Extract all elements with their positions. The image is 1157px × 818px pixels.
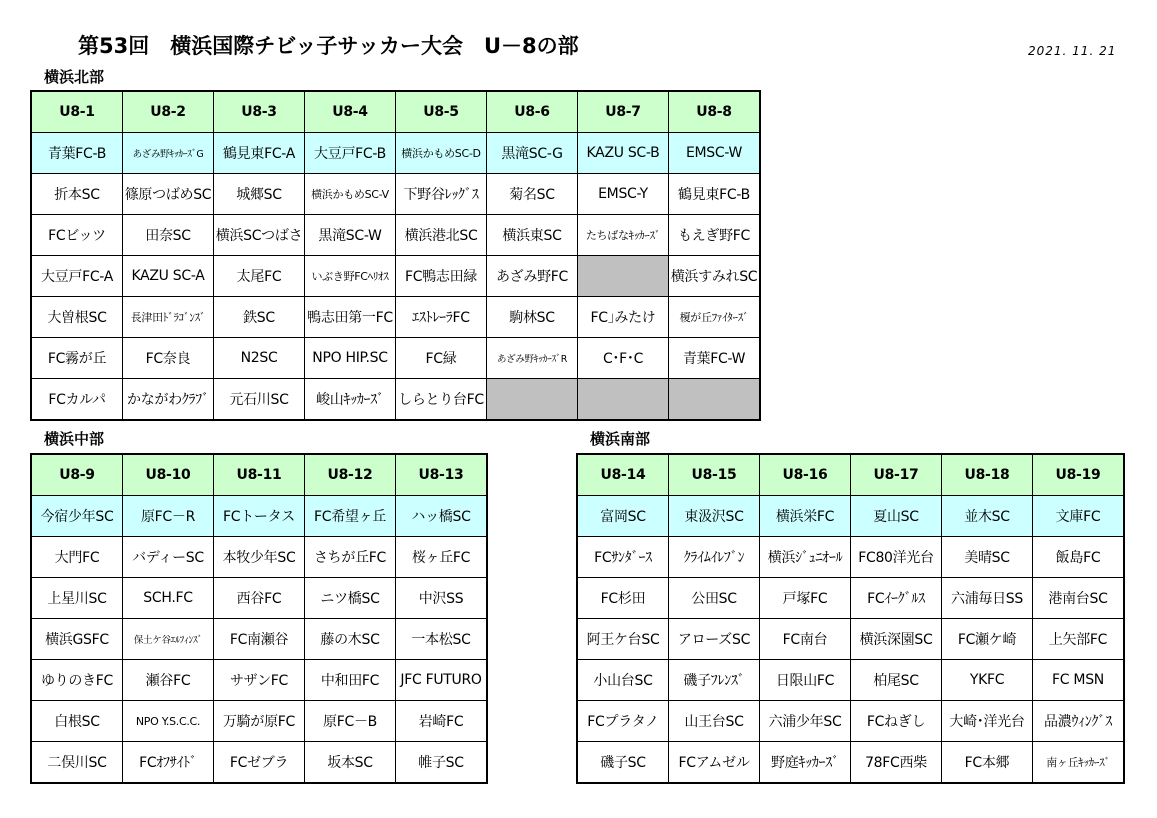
team-cell: 岩崎FC xyxy=(396,701,488,742)
table-row xyxy=(31,537,487,578)
team-cell: 阿王ケ台SC xyxy=(577,619,669,660)
team-cell: FCｻﾝﾀﾞｰｽ xyxy=(577,537,669,578)
table-row xyxy=(31,215,760,256)
team-cell: FCトータス xyxy=(214,496,305,537)
team-cell: FC南瀬谷 xyxy=(214,619,305,660)
team-cell: 保土ケ谷ｴﾙﾌｨﾝｽﾞ xyxy=(123,619,214,660)
team-cell: FCカルパ xyxy=(31,379,123,421)
team-cell: 田奈SC xyxy=(123,215,214,256)
column-header: U8-10 xyxy=(123,454,214,496)
team-cell: 富岡SC xyxy=(577,496,669,537)
table-row xyxy=(31,133,760,174)
column-header: U8-11 xyxy=(214,454,305,496)
table-row xyxy=(31,496,487,537)
team-cell: 小山台SC xyxy=(577,660,669,701)
team-cell: FCアムゼル xyxy=(669,742,760,784)
team-cell: 78FC西柴 xyxy=(851,742,942,784)
team-cell: 六浦少年SC xyxy=(760,701,851,742)
team-cell: 横浜深園SC xyxy=(851,619,942,660)
team-cell: ｴｽﾄﾚｰﾗFC xyxy=(396,297,487,338)
team-cell: 黒滝SC-W xyxy=(305,215,396,256)
team-cell: 大曽根SC xyxy=(31,297,123,338)
team-cell: 文庫FC xyxy=(1033,496,1125,537)
team-cell: NPO Y.S.C.C. xyxy=(123,701,214,742)
team-cell: 鴨志田第一FC xyxy=(305,297,396,338)
team-cell: 榎が丘ﾌｧｲﾀｰｽﾞ xyxy=(669,297,761,338)
team-cell: 元石川SC xyxy=(214,379,305,421)
column-header: U8-19 xyxy=(1033,454,1125,496)
column-header: U8-7 xyxy=(578,91,669,133)
team-cell: 戸塚FC xyxy=(760,578,851,619)
column-header: U8-13 xyxy=(396,454,488,496)
team-cell: FCねぎし xyxy=(851,701,942,742)
team-cell: 二俣川SC xyxy=(31,742,123,784)
team-cell: FC奈良 xyxy=(123,338,214,379)
team-cell: 中和田FC xyxy=(305,660,396,701)
team-cell: 南ヶ丘ｷｯｶｰｽﾞ xyxy=(1033,742,1125,784)
team-cell: 磯子SC xyxy=(577,742,669,784)
team-cell: YKFC xyxy=(942,660,1033,701)
team-cell: FCｲｰｸﾞﾙｽ xyxy=(851,578,942,619)
team-cell: 坂本SC xyxy=(305,742,396,784)
header-row xyxy=(31,454,487,496)
column-header: U8-14 xyxy=(577,454,669,496)
team-cell: もえぎ野FC xyxy=(669,215,761,256)
team-cell: 鶴見東FC-B xyxy=(669,174,761,215)
header-row xyxy=(31,91,760,133)
column-header: U8-3 xyxy=(214,91,305,133)
table-row xyxy=(577,701,1124,742)
team-cell: NPO HIP.SC xyxy=(305,338,396,379)
team-cell: かながわｸﾗﾌﾞ xyxy=(123,379,214,421)
table-south xyxy=(576,453,1125,784)
team-cell: 長津田ﾄﾞﾗｺﾞﾝｽﾞ xyxy=(123,297,214,338)
team-cell: EMSC-W xyxy=(669,133,761,174)
column-header: U8-12 xyxy=(305,454,396,496)
table-row xyxy=(577,660,1124,701)
team-cell: 柏尾SC xyxy=(851,660,942,701)
team-cell: 黒滝SC-G xyxy=(487,133,578,174)
team-cell: FC南台 xyxy=(760,619,851,660)
table-row xyxy=(577,742,1124,784)
team-cell: しらとり台FC xyxy=(396,379,487,421)
region-label-north: 横浜北部 xyxy=(44,68,105,86)
team-cell: FC｣みたけ xyxy=(578,297,669,338)
team-cell: 大豆戸FC-A xyxy=(31,256,123,297)
team-cell: 原FC－B xyxy=(305,701,396,742)
team-cell: バディーSC xyxy=(123,537,214,578)
team-cell: 品濃ｳｨﾝｸﾞｽ xyxy=(1033,701,1125,742)
team-cell: ゆりのきFC xyxy=(31,660,123,701)
table-row xyxy=(31,256,760,297)
column-header: U8-2 xyxy=(123,91,214,133)
team-cell: 大豆戸FC-B xyxy=(305,133,396,174)
team-cell: SCH.FC xyxy=(123,578,214,619)
team-cell: 藤の木SC xyxy=(305,619,396,660)
team-cell: C･F･C xyxy=(578,338,669,379)
team-cell: FC杉田 xyxy=(577,578,669,619)
team-cell: FCプラタノ xyxy=(577,701,669,742)
team-cell: 横浜ｼﾞｭﾆｵｰﾙ xyxy=(760,537,851,578)
team-cell: 瀬谷FC xyxy=(123,660,214,701)
team-cell: あざみ野ｷｯｶｰｽﾞG xyxy=(123,133,214,174)
team-cell: 菊名SC xyxy=(487,174,578,215)
header-row xyxy=(577,454,1124,496)
team-cell: 大門FC xyxy=(31,537,123,578)
team-cell: 東汲沢SC xyxy=(669,496,760,537)
team-cell: 白根SC xyxy=(31,701,123,742)
team-cell: 大崎･洋光台 xyxy=(942,701,1033,742)
column-header: U8-18 xyxy=(942,454,1033,496)
table-row xyxy=(31,701,487,742)
team-cell: N2SC xyxy=(214,338,305,379)
team-cell: ニツ橋SC xyxy=(305,578,396,619)
team-cell: 青葉FC-B xyxy=(31,133,123,174)
team-cell: 鶴見東FC-A xyxy=(214,133,305,174)
empty-cell xyxy=(578,379,669,421)
team-cell: 下野谷ﾚｯｸﾞｽ xyxy=(396,174,487,215)
empty-cell xyxy=(487,379,578,421)
team-cell: KAZU SC-B xyxy=(578,133,669,174)
team-cell: 山王台SC xyxy=(669,701,760,742)
table-row xyxy=(577,537,1124,578)
team-cell: 峻山ｷｯｶｰｽﾞ xyxy=(305,379,396,421)
team-cell: FC瀬ケ崎 xyxy=(942,619,1033,660)
team-cell: 西谷FC xyxy=(214,578,305,619)
team-cell: 太尾FC xyxy=(214,256,305,297)
team-cell: 城郷SC xyxy=(214,174,305,215)
team-cell: 横浜東SC xyxy=(487,215,578,256)
team-cell: FCビッツ xyxy=(31,215,123,256)
empty-cell xyxy=(669,379,761,421)
team-cell: 上星川SC xyxy=(31,578,123,619)
team-cell: 磯子ﾌﾚﾝｽﾞ xyxy=(669,660,760,701)
team-cell: 横浜栄FC xyxy=(760,496,851,537)
team-cell: FCゼブラ xyxy=(214,742,305,784)
team-cell: いぶき野FCﾍﾘｵｽ xyxy=(305,256,396,297)
team-cell: 横浜SCつばさ xyxy=(214,215,305,256)
team-cell: 中沢SS xyxy=(396,578,488,619)
table-north xyxy=(30,90,761,421)
team-cell: 青葉FC-W xyxy=(669,338,761,379)
team-cell: 今宿少年SC xyxy=(31,496,123,537)
column-header: U8-5 xyxy=(396,91,487,133)
team-cell: 日限山FC xyxy=(760,660,851,701)
team-cell: 鉄SC xyxy=(214,297,305,338)
team-cell: EMSC-Y xyxy=(578,174,669,215)
team-cell: JFC FUTURO xyxy=(396,660,488,701)
team-cell: さちが丘FC xyxy=(305,537,396,578)
date: 2021. 11. 21 xyxy=(1028,44,1117,58)
table-central xyxy=(30,453,488,784)
team-cell: 横浜すみれSC xyxy=(669,256,761,297)
team-cell: 万騎が原FC xyxy=(214,701,305,742)
team-cell: 美晴SC xyxy=(942,537,1033,578)
column-header: U8-6 xyxy=(487,91,578,133)
page-title: 第53回 横浜国際チビッ子サッカー大会 U－8の部 xyxy=(78,34,579,58)
team-cell: 横浜かもめSC-V xyxy=(305,174,396,215)
team-cell: KAZU SC-A xyxy=(123,256,214,297)
team-cell: FC本郷 xyxy=(942,742,1033,784)
team-cell: FC緑 xyxy=(396,338,487,379)
team-cell: アローズSC xyxy=(669,619,760,660)
column-header: U8-8 xyxy=(669,91,761,133)
team-cell: あざみ野ｷｯｶｰｽﾞR xyxy=(487,338,578,379)
column-header: U8-15 xyxy=(669,454,760,496)
table-row xyxy=(577,619,1124,660)
team-cell: 野庭ｷｯｶｰｽﾞ xyxy=(760,742,851,784)
column-header: U8-16 xyxy=(760,454,851,496)
table-row xyxy=(31,660,487,701)
team-cell: 横浜港北SC xyxy=(396,215,487,256)
team-cell: 篠原つばめSC xyxy=(123,174,214,215)
team-cell: 横浜かもめSC-D xyxy=(396,133,487,174)
team-cell: FC80洋光台 xyxy=(851,537,942,578)
team-cell: 横浜GSFC xyxy=(31,619,123,660)
team-cell: 原FC－R xyxy=(123,496,214,537)
team-cell: 一本松SC xyxy=(396,619,488,660)
team-cell: 折本SC xyxy=(31,174,123,215)
team-cell: サザンFC xyxy=(214,660,305,701)
team-cell: 本牧少年SC xyxy=(214,537,305,578)
table-row xyxy=(31,578,487,619)
column-header: U8-4 xyxy=(305,91,396,133)
table-row xyxy=(31,379,760,421)
team-cell: 飯島FC xyxy=(1033,537,1125,578)
team-cell: 並木SC xyxy=(942,496,1033,537)
team-cell: ハッ橋SC xyxy=(396,496,488,537)
table-row xyxy=(577,578,1124,619)
team-cell: FC希望ヶ丘 xyxy=(305,496,396,537)
team-cell: FCｵﾌｻｲﾄﾞ xyxy=(123,742,214,784)
region-label-central: 横浜中部 xyxy=(44,430,105,448)
team-cell: 六浦毎日SS xyxy=(942,578,1033,619)
team-cell: 帷子SC xyxy=(396,742,488,784)
team-cell: 上矢部FC xyxy=(1033,619,1125,660)
empty-cell xyxy=(578,256,669,297)
team-cell: 公田SC xyxy=(669,578,760,619)
team-cell: あざみ野FC xyxy=(487,256,578,297)
table-row xyxy=(31,619,487,660)
table-row xyxy=(31,742,487,784)
team-cell: FC鴨志田緑 xyxy=(396,256,487,297)
region-label-south: 横浜南部 xyxy=(590,430,651,448)
table-row xyxy=(31,338,760,379)
column-header: U8-17 xyxy=(851,454,942,496)
team-cell: 港南台SC xyxy=(1033,578,1125,619)
team-cell: 駒林SC xyxy=(487,297,578,338)
table-row xyxy=(31,297,760,338)
table-row xyxy=(31,174,760,215)
team-cell: 桜ヶ丘FC xyxy=(396,537,488,578)
team-cell: ｸﾗｲﾑｲﾚﾌﾞﾝ xyxy=(669,537,760,578)
table-row xyxy=(577,496,1124,537)
team-cell: 夏山SC xyxy=(851,496,942,537)
team-cell: FC MSN xyxy=(1033,660,1125,701)
column-header: U8-9 xyxy=(31,454,123,496)
column-header: U8-1 xyxy=(31,91,123,133)
team-cell: FC霧が丘 xyxy=(31,338,123,379)
team-cell: たちばなｷｯｶｰｽﾞ xyxy=(578,215,669,256)
